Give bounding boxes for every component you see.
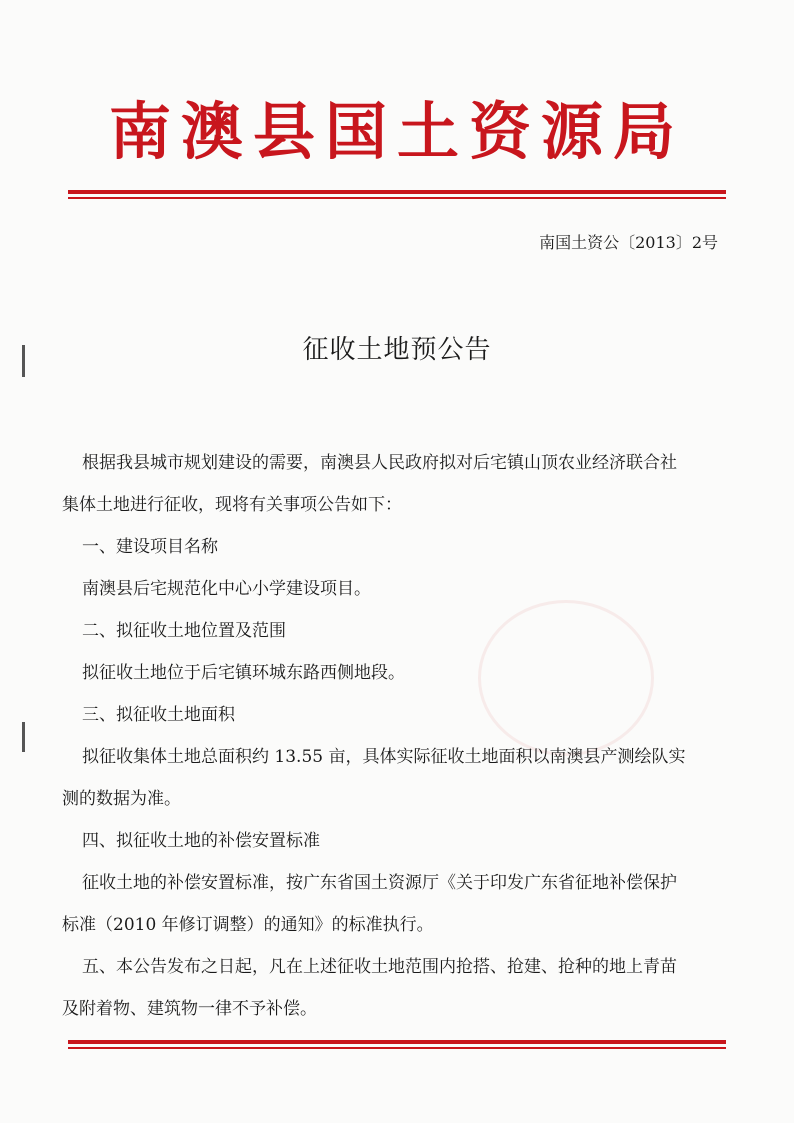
org-letterhead-title: 南澳县国土资源局 <box>108 95 685 168</box>
letterhead-red-rule-thick <box>68 190 726 194</box>
section-heading: 一、建设项目名称 <box>82 537 218 557</box>
body-line: 拟征收集体土地总面积约 13.55 亩，具体实际征收土地面积以南澳县产测绘队实 <box>82 747 686 767</box>
staple-mark <box>22 722 25 752</box>
section-heading: 四、拟征收土地的补偿安置标准 <box>82 831 320 851</box>
body-line: 征收土地的补偿安置标准，按广东省国土资源厅《关于印发广东省征地补偿保护 <box>82 873 677 893</box>
notice-body <box>62 442 762 1030</box>
section-heading: 五、本公告发布之日起，凡在上述征收土地范围内抢搭、抢建、抢种的地上青苗 <box>82 957 677 977</box>
document-number: 南国土资公〔2013〕2号 <box>539 233 718 252</box>
letterhead-red-rule-thin <box>68 197 726 199</box>
section-heading: 三、拟征收土地面积 <box>82 705 235 725</box>
body-line: 及附着物、建筑物一律不予补偿。 <box>62 999 317 1019</box>
body-line: 集体土地进行征收，现将有关事项公告如下： <box>62 495 402 515</box>
body-line: 标准（2010 年修订调整）的通知》的标准执行。 <box>62 915 434 935</box>
body-line: 南澳县后宅规范化中心小学建设项目。 <box>82 579 371 599</box>
body-line: 测的数据为准。 <box>62 789 181 809</box>
body-line: 拟征收土地位于后宅镇环城东路西侧地段。 <box>82 663 405 683</box>
footer-red-rule-thick <box>68 1040 726 1044</box>
section-heading: 二、拟征收土地位置及范围 <box>82 621 286 641</box>
staple-mark <box>22 345 25 377</box>
body-line: 根据我县城市规划建设的需要，南澳县人民政府拟对后宅镇山顶农业经济联合社 <box>82 453 677 473</box>
footer-red-rule-thin <box>68 1047 726 1049</box>
notice-title: 征收土地预公告 <box>302 335 492 365</box>
